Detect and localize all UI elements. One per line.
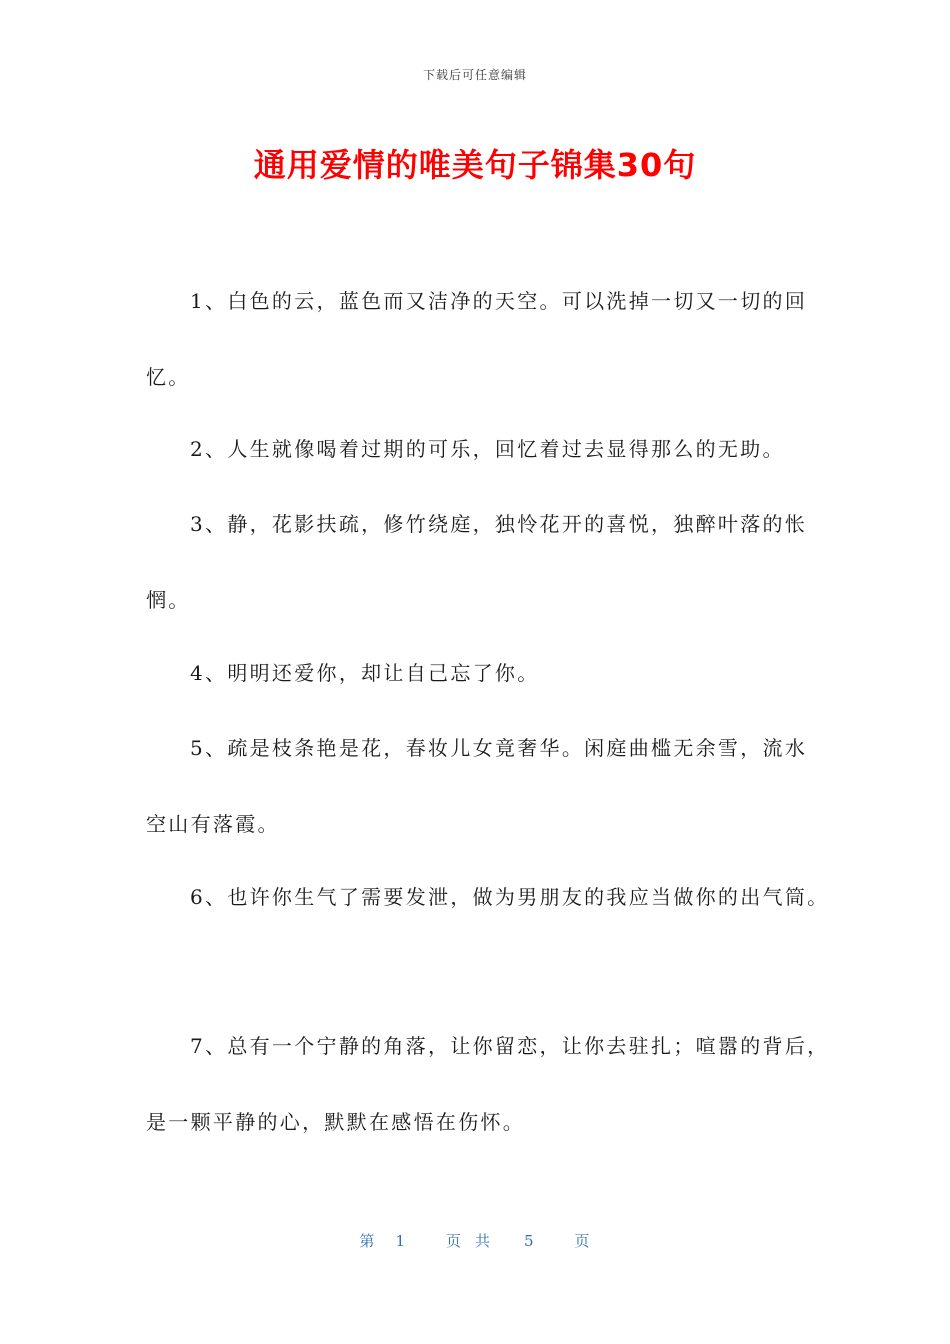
paragraph-line: 2、人生就像喝着过期的可乐，回忆着过去显得那么的无助。 xyxy=(190,437,785,461)
paragraph-line: 7、总有一个宁静的角落，让你留恋，让你去驻扎；喧嚣的背后， xyxy=(190,1034,830,1058)
paragraph-line: 5、疏是枝条艳是花，春妆儿女竟奢华。闲庭曲槛无余雪，流水 xyxy=(190,736,808,760)
paragraph-line: 1、白色的云，蓝色而又洁净的天空。可以洗掉一切又一切的回 xyxy=(190,289,808,313)
paragraph-line: 空山有落霞。 xyxy=(146,812,280,836)
paragraph-line: 6、也许你生气了需要发泄，做为男朋友的我应当做你的出气筒。 xyxy=(190,885,830,909)
header-note: 下载后可任意编辑 xyxy=(422,68,527,82)
paragraph-line: 是一颗平静的心，默默在感悟在伤怀。 xyxy=(146,1110,526,1134)
paragraph-line: 惘。 xyxy=(146,588,191,612)
paragraph-line: 3、静，花影扶疏，修竹绕庭，独怜花开的喜悦，独醉叶落的怅 xyxy=(190,512,808,536)
paragraph-line: 忆。 xyxy=(146,365,191,389)
footer-current-page: 1 xyxy=(395,1232,406,1250)
footer-prefix: 第 xyxy=(359,1232,376,1250)
footer-total-pages: 5 xyxy=(524,1232,535,1250)
page-footer xyxy=(0,1230,950,1251)
footer-suffix: 页 xyxy=(574,1232,591,1250)
paragraph-line: 4、明明还爱你，却让自己忘了你。 xyxy=(190,661,540,685)
document-title: 通用爱情的唯美句子锦集30句 xyxy=(253,146,697,184)
footer-middle: 页共 xyxy=(445,1232,504,1250)
